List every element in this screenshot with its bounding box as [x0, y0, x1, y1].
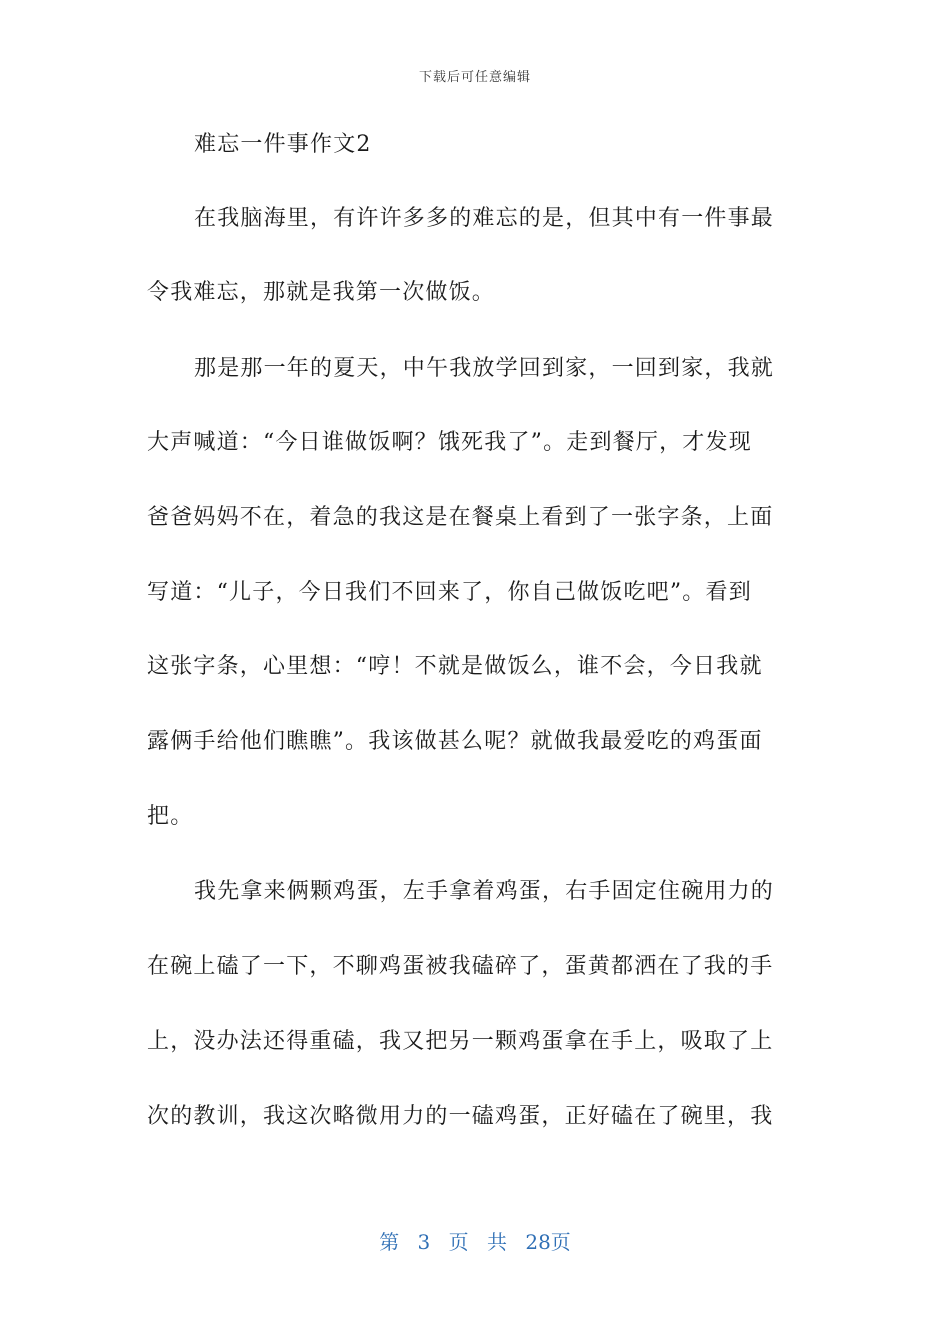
paragraph-line: 写道：“儿子，今日我们不回来了，你自己做饭吃吧”。看到 [147, 580, 752, 605]
paragraph-line: 大声喊道：“今日谁做饭啊？饿死我了”。走到餐厅，才发现 [147, 430, 752, 455]
paragraph-line: 在我脑海里，有许许多多的难忘的是，但其中有一件事最 [194, 206, 775, 231]
paragraph-line: 爸爸妈妈不在，着急的我这是在餐桌上看到了一张字条，上面 [147, 505, 774, 530]
paragraph-line: 次的教训，我这次略微用力的一磕鸡蛋，正好磕在了碗里，我 [147, 1104, 774, 1129]
paragraph-line: 上，没办法还得重磕，我又把另一颗鸡蛋拿在手上，吸取了上 [147, 1029, 774, 1054]
footer-label-di: 第 [379, 1230, 400, 1254]
footer-label-gong: 共 [487, 1230, 507, 1254]
paragraph-line: 那是那一年的夏天，中午我放学回到家，一回到家，我就 [194, 356, 775, 381]
paragraph-line: 把。 [147, 804, 194, 829]
paragraph-line: 在碗上磕了一下，不聊鸡蛋被我磕碎了，蛋黄都洒在了我的手 [147, 954, 774, 979]
paragraph-line: 这张字条，心里想：“哼！不就是做饭么，谁不会，今日我就 [147, 654, 763, 679]
page-footer [0, 1226, 950, 1255]
paragraph-line: 露俩手给他们瞧瞧”。我该做甚么呢？就做我最爱吃的鸡蛋面 [147, 729, 763, 754]
document-title: 难忘一件事作文2 [194, 132, 372, 157]
header-note: 下载后可任意编辑 [418, 70, 531, 85]
footer-page-number: 3 [417, 1230, 431, 1254]
paragraph-line: 我先拿来俩颗鸡蛋，左手拿着鸡蛋，右手固定住碗用力的 [194, 879, 775, 904]
footer-label-ye: 页 [448, 1230, 469, 1254]
paragraph-line: 令我难忘，那就是我第一次做饭。 [147, 280, 496, 305]
footer-total-pages: 28页 [525, 1230, 571, 1254]
